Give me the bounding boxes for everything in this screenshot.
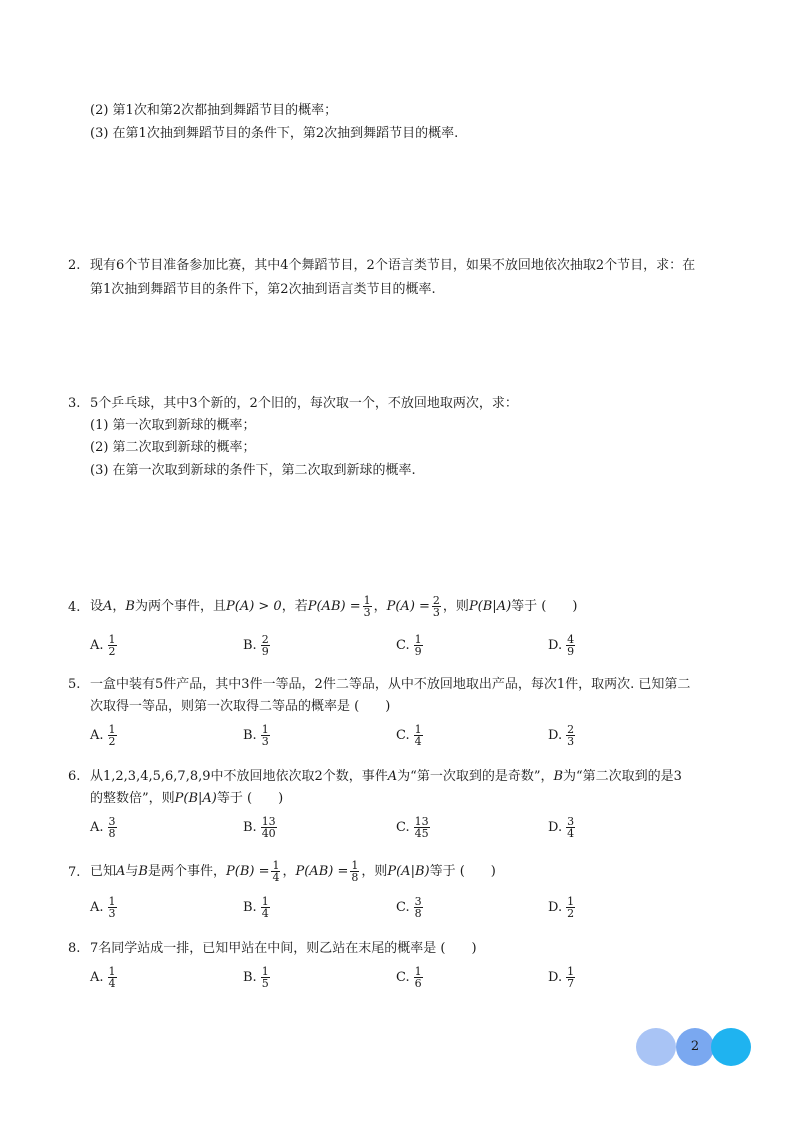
q6-option-c <box>396 816 432 839</box>
q8-option-b <box>243 966 272 989</box>
q4-math: P(B|A) <box>468 599 512 614</box>
denominator: 2 <box>108 735 116 748</box>
q5-text: 次取得一等品，则第一次取得二等品的概率是 ( <box>90 699 360 714</box>
q5-text-line2 <box>90 698 390 716</box>
denominator: 9 <box>261 645 269 658</box>
numerator: 1 <box>272 859 280 872</box>
q8-option-a <box>90 966 119 989</box>
q7-event-b: B <box>138 864 148 879</box>
denominator: 7 <box>567 977 575 990</box>
option-fraction <box>108 816 117 839</box>
option-fraction <box>261 634 270 657</box>
numerator: 1 <box>261 965 269 978</box>
q5-option-d <box>548 724 577 747</box>
denominator: 3 <box>363 606 371 619</box>
option-fraction <box>414 816 430 839</box>
option-label: A. <box>90 820 104 835</box>
q2-number: 2. <box>68 258 81 273</box>
denominator: 4 <box>108 977 116 990</box>
numerator: 1 <box>414 723 422 736</box>
option-label: A. <box>90 638 104 653</box>
q7-text: 与 <box>125 864 139 879</box>
option-label: C. <box>396 820 410 835</box>
denominator: 4 <box>272 871 280 884</box>
numerator: 1 <box>261 895 269 908</box>
q6-math: P(B|A) <box>174 791 217 806</box>
q7-option-b <box>243 896 272 919</box>
q6-text: 等于 ( <box>216 791 253 806</box>
numerator: 1 <box>108 965 116 978</box>
q7-math: P(AB) = <box>295 864 349 879</box>
q7-text: 是两个事件， <box>147 864 226 879</box>
q6-text: 为“第二次取到的是3 <box>563 769 682 784</box>
q3-part1: (1) 第一次取到新球的概率； <box>90 418 256 433</box>
numerator: 2 <box>567 723 575 736</box>
q6-option-d <box>548 816 577 839</box>
q7-text: 等于 ( <box>429 864 465 879</box>
q7-text: ， <box>282 864 296 879</box>
q5-text: ) <box>385 699 391 714</box>
numerator: 1 <box>567 895 575 908</box>
numerator: 1 <box>108 723 116 736</box>
option-fraction <box>108 966 117 989</box>
numerator: 1 <box>351 859 359 872</box>
q4-text: ， <box>373 599 387 614</box>
q7-text: ) <box>490 864 496 879</box>
q7-option-a <box>90 896 119 919</box>
numerator: 1 <box>414 633 422 646</box>
denominator: 40 <box>261 827 276 840</box>
denominator: 9 <box>414 645 422 658</box>
q3-part2: (2) 第二次取到新球的概率； <box>90 440 256 455</box>
denominator: 8 <box>414 907 422 920</box>
numerator: 2 <box>261 633 269 646</box>
denominator: 5 <box>261 977 269 990</box>
denominator: 9 <box>567 645 575 658</box>
q4-text: 设 <box>90 599 104 614</box>
option-label: B. <box>243 900 257 915</box>
q7-event-a: A <box>116 864 126 879</box>
numerator: 1 <box>108 633 116 646</box>
option-fraction <box>108 896 117 919</box>
option-label: C. <box>396 638 410 653</box>
q4-text: ，若 <box>281 599 308 614</box>
q7-text: 已知 <box>90 864 117 879</box>
q6-text: 为“第一次取到的是奇数”， <box>397 769 554 784</box>
numerator: 2 <box>432 594 440 607</box>
q5-option-c <box>396 724 425 747</box>
q4-text: ， <box>112 599 126 614</box>
denominator: 45 <box>414 827 429 840</box>
option-label: C. <box>396 900 410 915</box>
q4-option-d <box>548 634 577 657</box>
option-label: B. <box>243 820 257 835</box>
option-label: A. <box>90 728 104 743</box>
q4-text: ) <box>572 599 578 614</box>
option-fraction <box>261 896 270 919</box>
numerator: 13 <box>261 815 276 828</box>
q6-option-b <box>243 816 279 839</box>
option-fraction <box>414 634 423 657</box>
q4-option-a <box>90 634 119 657</box>
q7-math: P(B) = <box>226 864 270 879</box>
option-fraction <box>566 816 575 839</box>
option-fraction <box>566 724 575 747</box>
denominator: 3 <box>432 606 440 619</box>
denominator: 2 <box>108 645 116 658</box>
q6-text-line1 <box>90 768 682 786</box>
option-label: C. <box>396 970 410 985</box>
numerator: 3 <box>414 895 422 908</box>
q5-option-a <box>90 724 119 747</box>
option-label: A. <box>90 900 104 915</box>
option-label: B. <box>243 970 257 985</box>
denominator: 3 <box>261 735 269 748</box>
denominator: 3 <box>108 907 116 920</box>
denominator: 8 <box>351 871 359 884</box>
option-fraction <box>414 896 423 919</box>
option-label: B. <box>243 638 257 653</box>
q6-event-b: B <box>553 769 564 784</box>
page-badge-right-circle <box>711 1028 751 1066</box>
q2-text-line1: 现有6个节目准备参加比赛，其中4个舞蹈节目，2个语言类节目，如果不放回地依次抽取2个节目，求：在 <box>90 258 696 273</box>
option-label: C. <box>396 728 410 743</box>
q7-number: 7. <box>68 865 81 880</box>
q4-fraction-2 <box>432 595 441 618</box>
option-fraction <box>108 634 117 657</box>
option-fraction <box>566 896 575 919</box>
q8-text-line1 <box>90 940 477 958</box>
numerator: 1 <box>567 965 575 978</box>
q4-event-b: B <box>125 599 135 614</box>
q4-option-c <box>396 634 425 657</box>
q3-text-line1: 5个乒乓球，其中3个新的，2个旧的，每次取一个，不放回地取两次，求： <box>90 396 518 411</box>
q8-text: 7名同学站成一排，已知甲站在中间，则乙站在末尾的概率是 ( <box>90 941 446 956</box>
q7-option-d <box>548 896 577 919</box>
q1-part2: (2) 第1次和第2次都抽到舞蹈节目的概率； <box>90 103 338 118</box>
numerator: 1 <box>261 723 269 736</box>
q4-fraction-1 <box>363 595 372 618</box>
denominator: 2 <box>567 907 575 920</box>
q3-number: 3. <box>68 396 81 411</box>
q7-option-c <box>396 896 425 919</box>
q6-event-a: A <box>387 769 398 784</box>
q8-option-d <box>548 966 577 989</box>
q5-number: 5. <box>68 677 81 692</box>
q6-text: ) <box>278 791 284 806</box>
q3-part3: (3) 在第一次取到新球的条件下，第二次取到新球的概率. <box>90 463 416 478</box>
q6-option-a <box>90 816 119 839</box>
numerator: 13 <box>414 815 429 828</box>
denominator: 4 <box>261 907 269 920</box>
q4-number: 4. <box>68 600 81 615</box>
q8-option-c <box>396 966 425 989</box>
option-label: D. <box>548 970 563 985</box>
q4-text: ，则 <box>442 599 469 614</box>
denominator: 3 <box>567 735 575 748</box>
q2-text-line2: 第1次抽到舞蹈节目的条件下，第2次抽到语言类节目的概率. <box>90 282 436 297</box>
option-fraction <box>566 966 575 989</box>
q6-text: 从1,2,3,4,5,6,7,8,9中不放回地依次取2个数，事件 <box>90 769 388 784</box>
q8-text: ) <box>471 941 477 956</box>
denominator: 4 <box>567 827 575 840</box>
q7-fraction-1 <box>271 860 280 883</box>
numerator: 1 <box>363 594 371 607</box>
option-label: D. <box>548 820 563 835</box>
option-label: D. <box>548 638 563 653</box>
page-number: 2 <box>690 1039 700 1054</box>
numerator: 1 <box>108 895 116 908</box>
option-fraction <box>261 724 270 747</box>
q4-event-a: A <box>103 599 113 614</box>
option-label: B. <box>243 728 257 743</box>
q4-text: 等于 ( <box>511 599 547 614</box>
q8-number: 8. <box>68 941 81 956</box>
q4-stem <box>90 591 577 623</box>
option-fraction <box>108 724 117 747</box>
q7-math: P(A|B) <box>387 864 430 879</box>
option-fraction <box>261 816 277 839</box>
option-label: D. <box>548 728 563 743</box>
option-fraction <box>414 966 423 989</box>
denominator: 6 <box>414 977 422 990</box>
page-badge-left-circle <box>636 1028 676 1066</box>
numerator: 1 <box>414 965 422 978</box>
numerator: 3 <box>108 815 116 828</box>
option-fraction <box>261 966 270 989</box>
q4-option-b <box>243 634 272 657</box>
q4-text: 为两个事件，且 <box>134 599 226 614</box>
q5-option-b <box>243 724 272 747</box>
q1-part3: (3) 在第1次抽到舞蹈节目的条件下，第2次抽到舞蹈节目的概率. <box>90 126 459 141</box>
q6-text: 的整数倍”，则 <box>90 791 175 806</box>
option-label: D. <box>548 900 563 915</box>
q4-math: P(A) > 0 <box>226 599 282 614</box>
option-fraction <box>566 634 575 657</box>
q6-text-line2 <box>90 790 283 808</box>
q6-number: 6. <box>68 769 81 784</box>
q7-text: ，则 <box>361 864 388 879</box>
option-fraction <box>414 724 423 747</box>
q4-math: P(AB) = <box>307 599 361 614</box>
q7-fraction-2 <box>350 860 359 883</box>
numerator: 4 <box>567 633 575 646</box>
q7-stem <box>90 856 496 888</box>
q5-text-line1: 一盒中装有5件产品，其中3件一等品，2件二等品，从中不放回地取出产品，每次1件，取两次. 已知第二 <box>90 677 691 692</box>
denominator: 4 <box>414 735 422 748</box>
option-label: A. <box>90 970 104 985</box>
numerator: 3 <box>567 815 575 828</box>
q4-math: P(A) = <box>386 599 430 614</box>
denominator: 8 <box>108 827 116 840</box>
